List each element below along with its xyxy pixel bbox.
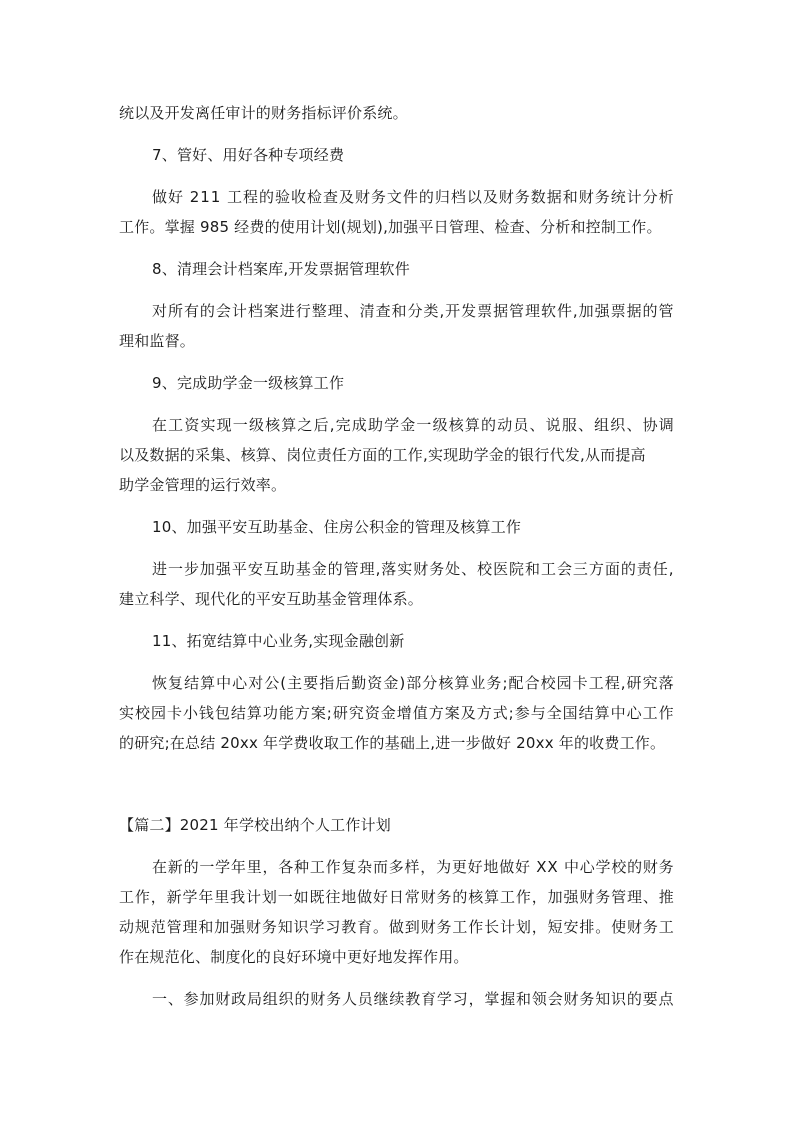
paragraph-line: 一 、 参 加 财 政 局 组 织 的 财 务 人 员 继 续 教 育 学 习 ， 掌 握 和 领 会 财 务 知 识 的 要 点	[152, 990, 674, 1008]
section-heading-11: 11、拓宽结算中心业务,实现金融创新	[152, 632, 405, 650]
chapter-title: 【篇二】2021 年学校出纳个人工作计划	[119, 816, 391, 834]
section-heading-7: 7、管好、用好各种专项经费	[152, 146, 345, 164]
section-heading-10: 10、加强平安互助基金、住房公积金的管理及核算工作	[152, 518, 522, 536]
paragraph-line: 工 作 ， 新 学 年 里 我 计 划 一 如 既 往 地 做 好 日 常 财 务 的 核 算 工 作 ， 加 强 财 务 管 理 、 推	[119, 888, 674, 906]
paragraph-line: 工作。掌握 985 经费的使用计划(规划),加强平日管理、检查、分析和控制工作。	[119, 218, 662, 236]
paragraph-line: 进 一 步 加 强 平 安 互 助 基 金 的 管 理 , 落 实 财 务 处 、 校 医 院 和 工 会 三 方 面 的 责 任 ,	[152, 560, 674, 578]
paragraph-line: 实 校 园 卡 小 钱 包 结 算 功 能 方 案 ; 研 究 资 金 增 值 方 案 及 方 式 ; 参 与 全 国 结 算 中 心 工 作	[119, 704, 674, 722]
paragraph-line: 统以及开发离任审计的财务指标评价系统。	[119, 104, 408, 122]
paragraph-line: 建立科学、现代化的平安互助基金管理体系。	[119, 590, 424, 608]
paragraph-line: 助学金管理的运行效率。	[119, 476, 287, 494]
paragraph-line: 作在规范化、制度化的良好环境中更好地发挥作用。	[119, 948, 469, 966]
paragraph-line: 恢 复 结 算 中 心 对 公 ( 主 要 指 后 勤 资 金 ) 部 分 核 算 业 务 ; 配 合 校 园 卡 工 程 , 研 究 落	[152, 674, 674, 692]
paragraph-line: 理和监督。	[119, 332, 196, 350]
paragraph-line: 在 新 的 一 学 年 里 ， 各 种 工 作 复 杂 而 多 样 ， 为 更 好 地 做 好 X X 中 心 学 校 的 财 务	[152, 858, 674, 876]
paragraph-line: 以及数据的采集、核算、岗位责任方面的工作,实现助学金的银行代发,从而提高	[119, 446, 646, 464]
paragraph-line: 对 所 有 的 会 计 档 案 进 行 整 理 、 清 查 和 分 类 , 开 发 票 据 管 理 软 件 , 加 强 票 据 的 管	[152, 302, 674, 320]
paragraph-line: 的研究;在总结 20xx 年学费收取工作的基础上,进一步做好 20xx 年的收费工作。	[119, 734, 666, 752]
paragraph-line: 做 好 2 1 1 工 程 的 验 收 检 查 及 财 务 文 件 的 归 档 以 及 财 务 数 据 和 财 务 统 计 分 析	[152, 188, 674, 206]
paragraph-line: 在 工 资 实 现 一 级 核 算 之 后 , 完 成 助 学 金 一 级 核 算 的 动 员 、 说 服 、 组 织 、 协 调	[152, 416, 674, 434]
paragraph-line: 动 规 范 管 理 和 加 强 财 务 知 识 学 习 教 育 。 做 到 财 务 工 作 长 计 划 ， 短 安 排 。 使 财 务 工	[119, 918, 674, 936]
section-heading-8: 8、清理会计档案库,开发票据管理软件	[152, 260, 410, 278]
section-heading-9: 9、完成助学金一级核算工作	[152, 374, 345, 392]
